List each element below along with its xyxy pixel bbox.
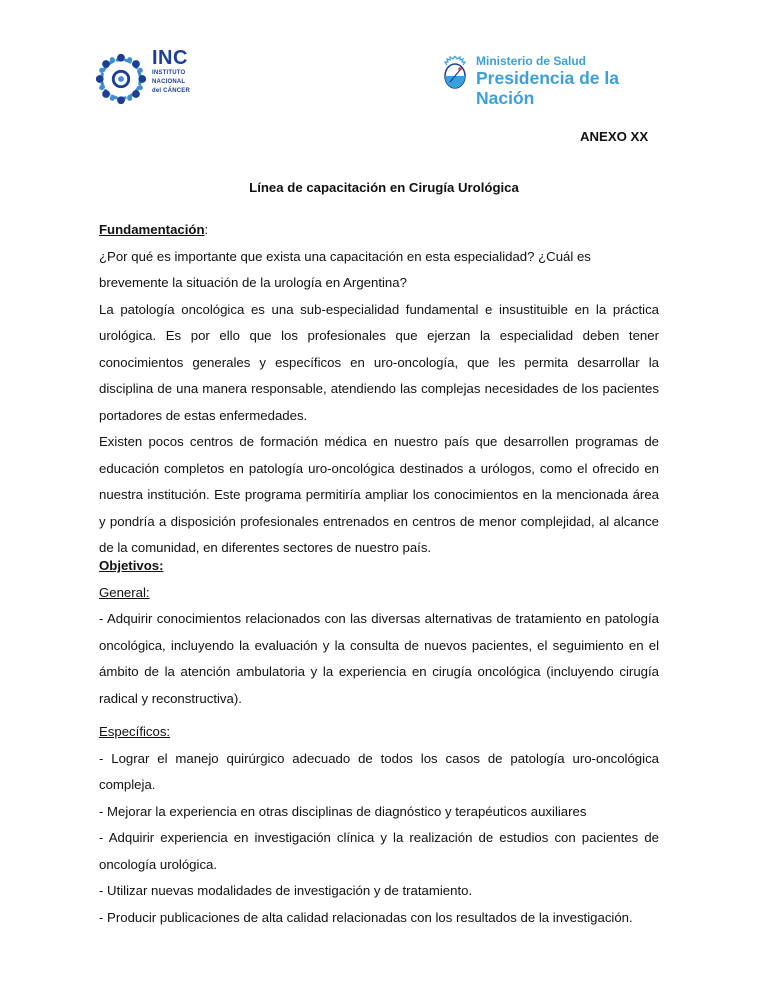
argentina-coat-of-arms-icon bbox=[440, 54, 470, 90]
fundamentacion-paragraph-1: La patología oncológica es una sub-especialidad fundamental e insustituible en la práctica urológica. Es por ello que los profesionales que ejerzan la especialidad deben tener conocimientos generales y específicos en uro-oncología, que les permita desarrollar la disciplina de una manera responsable, atendiendo las complejas necesidades de los pacientes portadores de estas enfermedades. bbox=[99, 301, 659, 423]
inc-wordmark bbox=[152, 48, 190, 95]
presidency-name: Presidencia de la Nación bbox=[476, 68, 619, 108]
especificos-section bbox=[99, 719, 659, 931]
ministry-name: Ministerio de Salud bbox=[476, 54, 587, 68]
specific-item: - Producir publicaciones de alta calidad relacionadas con los resultados de la investigación. bbox=[99, 909, 633, 925]
ministry-logo bbox=[440, 54, 680, 108]
inc-emblem-icon bbox=[92, 50, 150, 108]
fundamentacion-heading: Fundamentación bbox=[99, 222, 205, 237]
fundamentacion-section bbox=[99, 217, 659, 562]
specific-item: - Adquirir experiencia en investigación clínica y la realización de estudios con pacientes de oncología urológica. bbox=[99, 830, 659, 872]
fundamentacion-paragraph-2: Existen pocos centros de formación médica en nuestro país que desarrollen programas de educación completos en patología uro-oncológica destinados a urólogos, como el ofrecido en nuestra institución. Este programa permitiría ampliar los conocimientos en la mencionada área y pondría a disposición profesionales entrenados en centros de menor complejidad, al alcance de la comunidad, en diferentes sectores de nuestro país. bbox=[99, 434, 659, 555]
fundamentacion-question: ¿Por qué es importante que exista una capacitación en esta especialidad? ¿Cuál es brevemente la situación de la urología en Argentina? bbox=[99, 248, 591, 290]
specific-item: - Mejorar la experiencia en otras disciplinas de diagnóstico y terapéuticos auxiliares bbox=[99, 803, 587, 819]
document-title: Línea de capacitación en Cirugía Urológica bbox=[249, 180, 519, 195]
inc-line2: NACIONAL bbox=[152, 79, 186, 85]
objetivos-section bbox=[99, 553, 659, 712]
general-text: - Adquirir conocimientos relacionados con las diversas alternativas de tratamiento en patología oncológica, incluyendo la evaluación y la consulta de nuevos pacientes, el seguimiento en el ámbito de la atención ambulatoria y la experiencia en cirugía oncológica (incluyendo cirugía radical y reconstructiva). bbox=[99, 611, 659, 706]
inc-line3: del CÁNCER bbox=[152, 88, 191, 94]
fundamentacion-colon: : bbox=[204, 222, 209, 237]
specific-heading: Específicos: bbox=[99, 724, 171, 739]
inc-line1: INSTITUTO bbox=[152, 70, 186, 76]
specific-item: - Utilizar nuevas modalidades de investigación y de tratamiento. bbox=[99, 883, 473, 898]
inc-acronym: INC bbox=[152, 47, 188, 69]
objetivos-heading: Objetivos: bbox=[99, 558, 164, 573]
inc-logo bbox=[92, 44, 202, 110]
specific-item: - Lograr el manejo quirúrgico adecuado de todos los casos de patología uro-oncológica compleja. bbox=[99, 750, 659, 792]
general-heading: General: bbox=[99, 584, 150, 600]
annex-label: ANEXO XX bbox=[580, 129, 649, 144]
ministry-wordmark bbox=[476, 54, 680, 108]
